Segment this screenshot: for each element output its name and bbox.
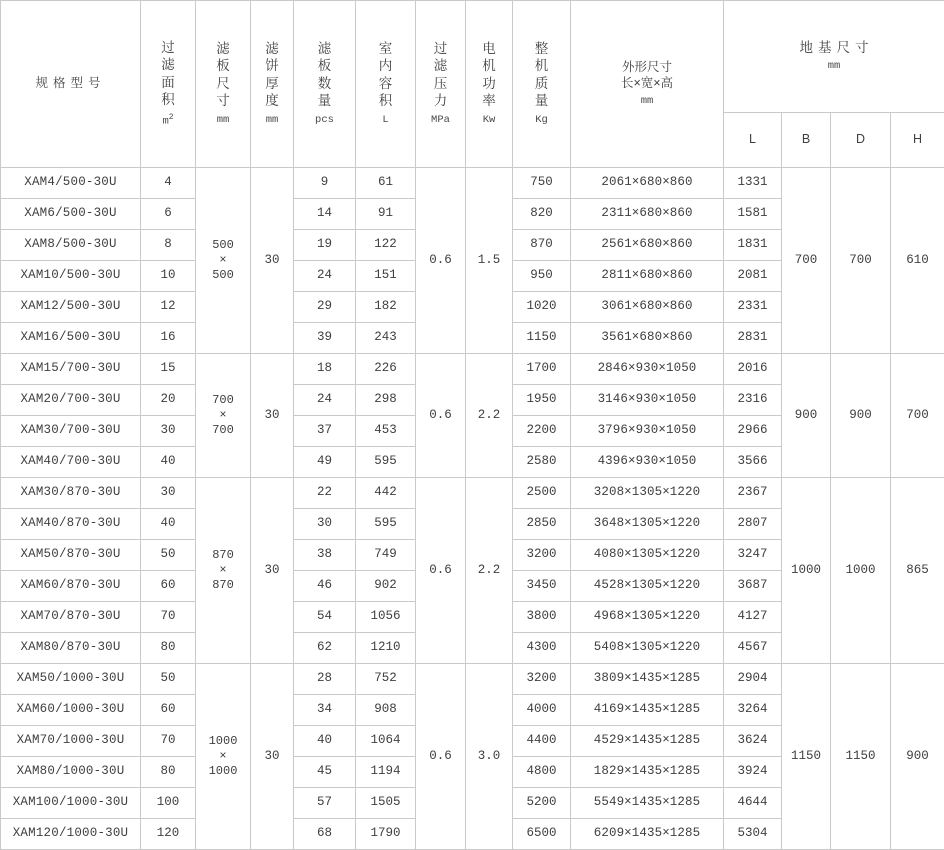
cell-filter-area: 15	[141, 354, 196, 385]
cell-overall-size: 4169×1435×1285	[571, 695, 724, 726]
cell-cake-thickness: 30	[251, 354, 294, 478]
cell-overall-size: 2561×680×860	[571, 230, 724, 261]
cell-model: XAM60/1000-30U	[1, 695, 141, 726]
cell-plate-count: 19	[294, 230, 356, 261]
unit-label: Kg	[535, 114, 548, 127]
unit-label: pcs	[315, 114, 334, 127]
cell-foundation-l: 3247	[724, 540, 782, 571]
cell-filter-area: 16	[141, 323, 196, 354]
col-header-filter-pressure	[416, 1, 466, 168]
cell-filter-pressure: 0.6	[416, 478, 466, 664]
cell-plate-count: 34	[294, 695, 356, 726]
cell-machine-mass: 4800	[513, 757, 571, 788]
cell-machine-mass: 870	[513, 230, 571, 261]
cell-overall-size: 3146×930×1050	[571, 385, 724, 416]
cell-machine-mass: 3800	[513, 602, 571, 633]
header-char: 量	[318, 93, 332, 109]
plate-size-width: 500	[196, 238, 250, 253]
cell-filter-area: 80	[141, 757, 196, 788]
cell-plate-count: 18	[294, 354, 356, 385]
header-char: 室	[379, 41, 393, 57]
cell-foundation-l: 1331	[724, 168, 782, 199]
cell-filter-area: 50	[141, 664, 196, 695]
col-header-plate-count	[294, 1, 356, 168]
cell-chamber-volume: 182	[356, 292, 416, 323]
cell-plate-count: 9	[294, 168, 356, 199]
header-char: 尺	[216, 76, 230, 92]
cell-overall-size: 5408×1305×1220	[571, 633, 724, 664]
header-char: 寸	[216, 93, 230, 109]
cell-plate-count: 46	[294, 571, 356, 602]
cell-foundation-l: 3264	[724, 695, 782, 726]
cell-plate-count: 40	[294, 726, 356, 757]
plate-size-times: ×	[196, 563, 250, 578]
cell-foundation-d: 900	[831, 354, 891, 478]
header-char: 度	[265, 93, 279, 109]
cell-filter-area: 30	[141, 478, 196, 509]
cell-foundation-l: 2016	[724, 354, 782, 385]
cell-foundation-l: 2331	[724, 292, 782, 323]
header-char: 滤	[161, 57, 175, 73]
cell-chamber-volume: 151	[356, 261, 416, 292]
header-char: 积	[379, 93, 393, 109]
cell-chamber-volume: 122	[356, 230, 416, 261]
plate-size-height: 870	[196, 578, 250, 593]
cell-overall-size: 6209×1435×1285	[571, 819, 724, 850]
cell-foundation-b: 1000	[782, 478, 831, 664]
cell-plate-count: 24	[294, 261, 356, 292]
cell-filter-area: 70	[141, 726, 196, 757]
cell-plate-count: 22	[294, 478, 356, 509]
cell-model: XAM20/700-30U	[1, 385, 141, 416]
cell-foundation-d: 700	[831, 168, 891, 354]
cell-machine-mass: 4000	[513, 695, 571, 726]
col-header-filter-area	[141, 1, 196, 168]
cell-model: XAM50/870-30U	[1, 540, 141, 571]
header-char: 过	[161, 40, 175, 56]
cell-foundation-l: 3624	[724, 726, 782, 757]
col-header-plate-size	[196, 1, 251, 168]
cell-model: XAM12/500-30U	[1, 292, 141, 323]
header-char: 机	[535, 58, 549, 74]
cell-plate-count: 24	[294, 385, 356, 416]
cell-plate-count: 28	[294, 664, 356, 695]
cell-filter-area: 70	[141, 602, 196, 633]
cell-overall-size: 2811×680×860	[571, 261, 724, 292]
col-header-foundation-h: H	[891, 113, 944, 168]
header-char: 滤	[216, 41, 230, 57]
cell-cake-thickness: 30	[251, 478, 294, 664]
cell-plate-count: 38	[294, 540, 356, 571]
plate-size-width: 1000	[196, 734, 250, 749]
cell-chamber-volume: 243	[356, 323, 416, 354]
cell-machine-mass: 1950	[513, 385, 571, 416]
cell-filter-area: 10	[141, 261, 196, 292]
plate-size-height: 500	[196, 268, 250, 283]
cell-machine-mass: 1020	[513, 292, 571, 323]
cell-chamber-volume: 1505	[356, 788, 416, 819]
unit-label: Kw	[483, 114, 496, 127]
header-char: 整	[535, 41, 549, 57]
cell-chamber-volume: 595	[356, 509, 416, 540]
cell-chamber-volume: 1056	[356, 602, 416, 633]
header-char: 容	[379, 76, 393, 92]
cell-filter-area: 8	[141, 230, 196, 261]
cell-filter-area: 40	[141, 509, 196, 540]
cell-chamber-volume: 442	[356, 478, 416, 509]
cell-machine-mass: 750	[513, 168, 571, 199]
cell-model: XAM8/500-30U	[1, 230, 141, 261]
cell-foundation-d: 1000	[831, 478, 891, 664]
header-char: 积	[161, 92, 175, 108]
cell-filter-area: 100	[141, 788, 196, 819]
unit-label: mm	[217, 114, 230, 127]
cell-foundation-l: 2316	[724, 385, 782, 416]
header-char: 饼	[265, 58, 279, 74]
cell-model: XAM15/700-30U	[1, 354, 141, 385]
plate-size-width: 870	[196, 548, 250, 563]
header-char: 量	[535, 93, 549, 109]
cell-foundation-l: 2966	[724, 416, 782, 447]
cell-chamber-volume: 902	[356, 571, 416, 602]
cell-model: XAM40/700-30U	[1, 447, 141, 478]
header-char: 数	[318, 76, 332, 92]
cell-filter-area: 4	[141, 168, 196, 199]
overall-size-line2: 长×宽×高	[571, 76, 723, 92]
cell-foundation-l: 3566	[724, 447, 782, 478]
overall-size-line1: 外形尺寸	[571, 60, 723, 76]
cell-plate-count: 45	[294, 757, 356, 788]
header-char: 厚	[265, 76, 279, 92]
cell-foundation-h: 865	[891, 478, 944, 664]
cell-machine-mass: 5200	[513, 788, 571, 819]
cell-filter-area: 30	[141, 416, 196, 447]
cell-cake-thickness: 30	[251, 168, 294, 354]
cell-motor-power: 1.5	[466, 168, 513, 354]
cell-filter-area: 40	[141, 447, 196, 478]
cell-foundation-h: 900	[891, 664, 944, 850]
cell-filter-area: 80	[141, 633, 196, 664]
cell-model: XAM50/1000-30U	[1, 664, 141, 695]
cell-foundation-l: 2367	[724, 478, 782, 509]
unit-label: MPa	[431, 114, 450, 127]
cell-machine-mass: 6500	[513, 819, 571, 850]
plate-size-height: 700	[196, 423, 250, 438]
header-char: 板	[318, 58, 332, 74]
cell-model: XAM4/500-30U	[1, 168, 141, 199]
cell-filter-pressure: 0.6	[416, 664, 466, 850]
unit-label: L	[382, 114, 388, 127]
col-header-overall-size	[571, 1, 724, 168]
plate-size-width: 700	[196, 393, 250, 408]
cell-machine-mass: 2850	[513, 509, 571, 540]
cell-motor-power: 2.2	[466, 478, 513, 664]
cell-overall-size: 4528×1305×1220	[571, 571, 724, 602]
cell-foundation-l: 1831	[724, 230, 782, 261]
cell-foundation-b: 700	[782, 168, 831, 354]
cell-chamber-volume: 595	[356, 447, 416, 478]
cell-machine-mass: 1700	[513, 354, 571, 385]
cell-overall-size: 4529×1435×1285	[571, 726, 724, 757]
cell-plate-count: 30	[294, 509, 356, 540]
cell-foundation-l: 3687	[724, 571, 782, 602]
unit-label: $m^2$	[162, 113, 173, 129]
cell-overall-size: 1829×1435×1285	[571, 757, 724, 788]
table-row	[1, 168, 944, 199]
table-header	[1, 1, 944, 168]
cell-foundation-l: 5304	[724, 819, 782, 850]
cell-plate-count: 29	[294, 292, 356, 323]
col-header-foundation-d: D	[831, 113, 891, 168]
cell-cake-thickness: 30	[251, 664, 294, 850]
cell-model: XAM10/500-30U	[1, 261, 141, 292]
unit-label: mm	[724, 60, 944, 73]
cell-filter-area: 60	[141, 695, 196, 726]
table-row	[1, 664, 944, 695]
header-char: 内	[379, 58, 393, 74]
col-header-machine-mass	[513, 1, 571, 168]
col-header-model: 规格型号	[1, 1, 141, 168]
col-header-cake-thickness	[251, 1, 294, 168]
cell-motor-power: 2.2	[466, 354, 513, 478]
unit-label: mm	[571, 95, 723, 108]
cell-foundation-l: 4127	[724, 602, 782, 633]
header-char: 压	[434, 76, 448, 92]
cell-filter-area: 120	[141, 819, 196, 850]
cell-overall-size: 3796×930×1050	[571, 416, 724, 447]
unit-label: mm	[266, 114, 279, 127]
header-char: 功	[482, 76, 496, 92]
cell-foundation-l: 2081	[724, 261, 782, 292]
cell-machine-mass: 1150	[513, 323, 571, 354]
cell-foundation-b: 900	[782, 354, 831, 478]
cell-model: XAM80/1000-30U	[1, 757, 141, 788]
cell-filter-area: 12	[141, 292, 196, 323]
foundation-title: 地基尺寸	[724, 40, 944, 57]
cell-machine-mass: 2200	[513, 416, 571, 447]
plate-size-times: ×	[196, 408, 250, 423]
plate-size-times: ×	[196, 253, 250, 268]
cell-foundation-l: 2807	[724, 509, 782, 540]
plate-size-height: 1000	[196, 764, 250, 779]
cell-chamber-volume: 1064	[356, 726, 416, 757]
header-char: 电	[482, 41, 496, 57]
cell-chamber-volume: 453	[356, 416, 416, 447]
cell-machine-mass: 820	[513, 199, 571, 230]
header-char: 质	[535, 76, 549, 92]
cell-overall-size: 4080×1305×1220	[571, 540, 724, 571]
table-row	[1, 354, 944, 385]
cell-foundation-l: 1581	[724, 199, 782, 230]
cell-chamber-volume: 91	[356, 199, 416, 230]
cell-plate-count: 39	[294, 323, 356, 354]
cell-model: XAM40/870-30U	[1, 509, 141, 540]
cell-overall-size: 4396×930×1050	[571, 447, 724, 478]
header-char: 力	[434, 93, 448, 109]
cell-foundation-l: 4644	[724, 788, 782, 819]
cell-foundation-b: 1150	[782, 664, 831, 850]
cell-chamber-volume: 752	[356, 664, 416, 695]
cell-filter-area: 60	[141, 571, 196, 602]
cell-plate-count: 68	[294, 819, 356, 850]
cell-foundation-l: 2904	[724, 664, 782, 695]
cell-model: XAM80/870-30U	[1, 633, 141, 664]
cell-filter-area: 6	[141, 199, 196, 230]
cell-overall-size: 3648×1305×1220	[571, 509, 724, 540]
cell-model: XAM60/870-30U	[1, 571, 141, 602]
cell-chamber-volume: 908	[356, 695, 416, 726]
cell-machine-mass: 3200	[513, 540, 571, 571]
cell-plate-count: 14	[294, 199, 356, 230]
cell-foundation-h: 700	[891, 354, 944, 478]
cell-plate-count: 57	[294, 788, 356, 819]
cell-foundation-l: 4567	[724, 633, 782, 664]
col-header-foundation-l: L	[724, 113, 782, 168]
cell-overall-size: 3809×1435×1285	[571, 664, 724, 695]
header-char: 机	[482, 58, 496, 74]
header-char: 滤	[265, 41, 279, 57]
cell-machine-mass: 3200	[513, 664, 571, 695]
cell-foundation-l: 3924	[724, 757, 782, 788]
header-char: 滤	[434, 58, 448, 74]
cell-chamber-volume: 298	[356, 385, 416, 416]
cell-model: XAM70/1000-30U	[1, 726, 141, 757]
cell-machine-mass: 2580	[513, 447, 571, 478]
cell-chamber-volume: 1194	[356, 757, 416, 788]
cell-plate-size	[196, 664, 251, 850]
cell-overall-size: 3061×680×860	[571, 292, 724, 323]
cell-chamber-volume: 61	[356, 168, 416, 199]
header-char: 面	[161, 75, 175, 91]
cell-model: XAM30/870-30U	[1, 478, 141, 509]
cell-overall-size: 2061×680×860	[571, 168, 724, 199]
cell-plate-count: 62	[294, 633, 356, 664]
cell-model: XAM16/500-30U	[1, 323, 141, 354]
header-char: 板	[216, 58, 230, 74]
cell-plate-size	[196, 478, 251, 664]
col-header-motor-power	[466, 1, 513, 168]
header-char: 滤	[318, 41, 332, 57]
cell-chamber-volume: 226	[356, 354, 416, 385]
cell-chamber-volume: 1790	[356, 819, 416, 850]
col-header-chamber-volume	[356, 1, 416, 168]
table-body	[1, 168, 944, 850]
cell-foundation-l: 2831	[724, 323, 782, 354]
header-char: 率	[482, 93, 496, 109]
cell-model: XAM6/500-30U	[1, 199, 141, 230]
cell-plate-count: 54	[294, 602, 356, 633]
cell-overall-size: 3208×1305×1220	[571, 478, 724, 509]
cell-plate-size	[196, 354, 251, 478]
cell-machine-mass: 950	[513, 261, 571, 292]
cell-machine-mass: 4400	[513, 726, 571, 757]
cell-machine-mass: 2500	[513, 478, 571, 509]
table-row	[1, 478, 944, 509]
cell-model: XAM30/700-30U	[1, 416, 141, 447]
cell-filter-area: 20	[141, 385, 196, 416]
cell-filter-area: 50	[141, 540, 196, 571]
cell-overall-size: 2311×680×860	[571, 199, 724, 230]
cell-filter-pressure: 0.6	[416, 354, 466, 478]
col-header-foundation-b: B	[782, 113, 831, 168]
col-header-foundation-group	[724, 1, 944, 113]
cell-machine-mass: 3450	[513, 571, 571, 602]
cell-overall-size: 3561×680×860	[571, 323, 724, 354]
cell-motor-power: 3.0	[466, 664, 513, 850]
cell-plate-count: 49	[294, 447, 356, 478]
cell-overall-size: 2846×930×1050	[571, 354, 724, 385]
cell-filter-pressure: 0.6	[416, 168, 466, 354]
cell-chamber-volume: 1210	[356, 633, 416, 664]
cell-foundation-d: 1150	[831, 664, 891, 850]
cell-machine-mass: 4300	[513, 633, 571, 664]
cell-overall-size: 4968×1305×1220	[571, 602, 724, 633]
header-char: 过	[434, 41, 448, 57]
cell-model: XAM120/1000-30U	[1, 819, 141, 850]
cell-plate-count: 37	[294, 416, 356, 447]
cell-plate-size	[196, 168, 251, 354]
plate-size-times: ×	[196, 749, 250, 764]
cell-foundation-h: 610	[891, 168, 944, 354]
cell-chamber-volume: 749	[356, 540, 416, 571]
cell-model: XAM70/870-30U	[1, 602, 141, 633]
cell-model: XAM100/1000-30U	[1, 788, 141, 819]
cell-overall-size: 5549×1435×1285	[571, 788, 724, 819]
